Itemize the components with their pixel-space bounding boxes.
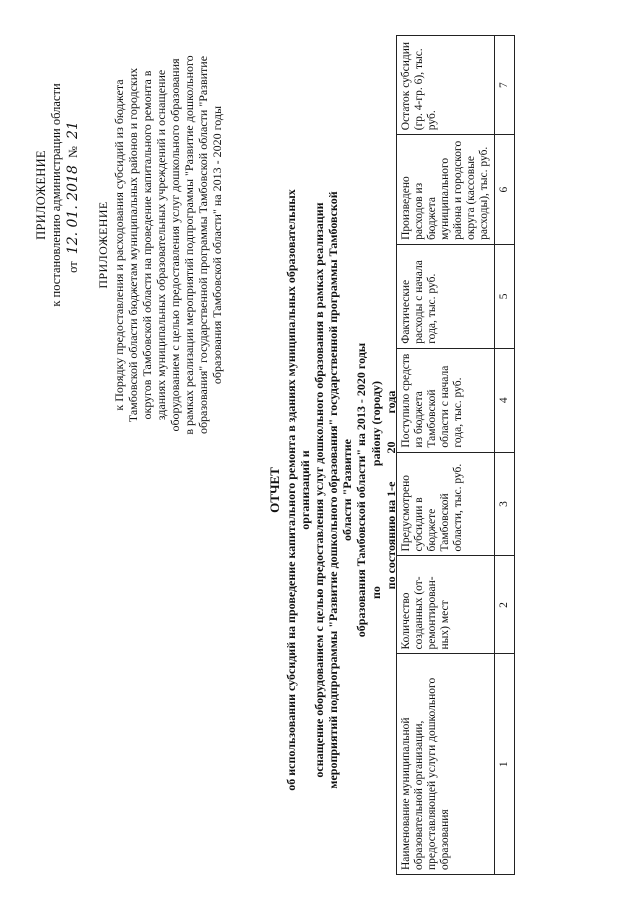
header-cell-planned-subsidy: Предусмотрено субсидии в бюджете Тамбовской области, тыс. руб.: [397, 452, 495, 556]
column-number: 2: [495, 556, 515, 654]
report-title-line-1: об использовании субсидий на проведение капитального ремонта в зданиях муниципальных образовательных организаций и: [284, 189, 312, 791]
report-heading: ОТЧЕТ: [267, 467, 282, 513]
appendix-block: [34, 45, 81, 345]
year-label: года: [384, 390, 398, 414]
order-appendix-block: [96, 55, 224, 435]
header-cell-organization: Наименование муниципальной образовательной организации, предоставляющей услуги дошкольного образования: [397, 654, 495, 875]
column-number: 4: [495, 348, 515, 452]
header-cell-balance: Остаток субсидии (гр. 4-гр. 6), тыс. руб.: [397, 36, 495, 135]
year-prefix: 20: [384, 441, 398, 454]
column-number: 7: [495, 36, 515, 135]
column-number: 1: [495, 654, 515, 875]
as-of-label: по состоянию на 1-е: [384, 481, 398, 590]
report-title-line-4: образования Тамбовской области" на 2013 - 2020 годы: [354, 342, 368, 638]
order-appendix-text: к Порядку предоставления и расходования субсидий из бюджета Тамбовской области бюджетам муниципальных районов и городских округов Тамбовской области на проведение капитального ремонта в зданиях муниципальных образовательных учреждений и оснащение оборудованием с целью предоставления услуг дошкольного образования в рамках реализации мероприятий подпрограммы "Развитие дошкольного образования" государственной программы Тамбовской области "Развитие образования Тамбовской области" на 2013 - 2020 годы: [112, 55, 224, 435]
order-appendix-heading: ПРИЛОЖЕНИЕ: [96, 201, 110, 289]
date-prefix: от: [66, 261, 80, 273]
column-number: 5: [495, 244, 515, 348]
header-cell-actual-expenses: Фактические расходы с начала года, тыс. руб.: [397, 244, 495, 348]
table-header-row: [397, 36, 495, 875]
column-number: 3: [495, 452, 515, 556]
report-table: [396, 35, 515, 875]
district-line: [369, 170, 383, 810]
appendix-title: ПРИЛОЖЕНИЕ: [34, 150, 48, 240]
district-label: району (городу): [369, 381, 383, 467]
handwritten-date: 12. 01. 2018: [65, 165, 81, 255]
report-header: [268, 170, 398, 810]
by-label: по: [369, 586, 383, 599]
appendix-subtitle: к постановлению администрации области: [49, 83, 63, 307]
header-cell-places: Количество созданных (от-ремонтирован-ных) мест: [397, 556, 495, 654]
table-number-row: [495, 36, 515, 875]
handwritten-number: 21: [65, 121, 81, 139]
column-number: 6: [495, 135, 515, 245]
number-prefix: №: [66, 146, 80, 159]
header-cell-municipal-expenses: Произведено расходов из бюджета муниципального района и городского округа (кассовые расходы), тыс. руб.: [397, 135, 495, 245]
report-title-line-2: оснащение оборудованием с целью предоставления услуг дошкольного образования в рамках реализации: [312, 202, 326, 778]
appendix-date-line: [66, 45, 81, 345]
header-cell-received-funds: Поступило средств из бюджета Тамбовской области с начала года, тыс. руб.: [397, 348, 495, 452]
report-title-line-3: мероприятий подпрограммы "Развитие дошкольного образования" государственной программы Тамбовской области "Развитие: [326, 191, 354, 789]
